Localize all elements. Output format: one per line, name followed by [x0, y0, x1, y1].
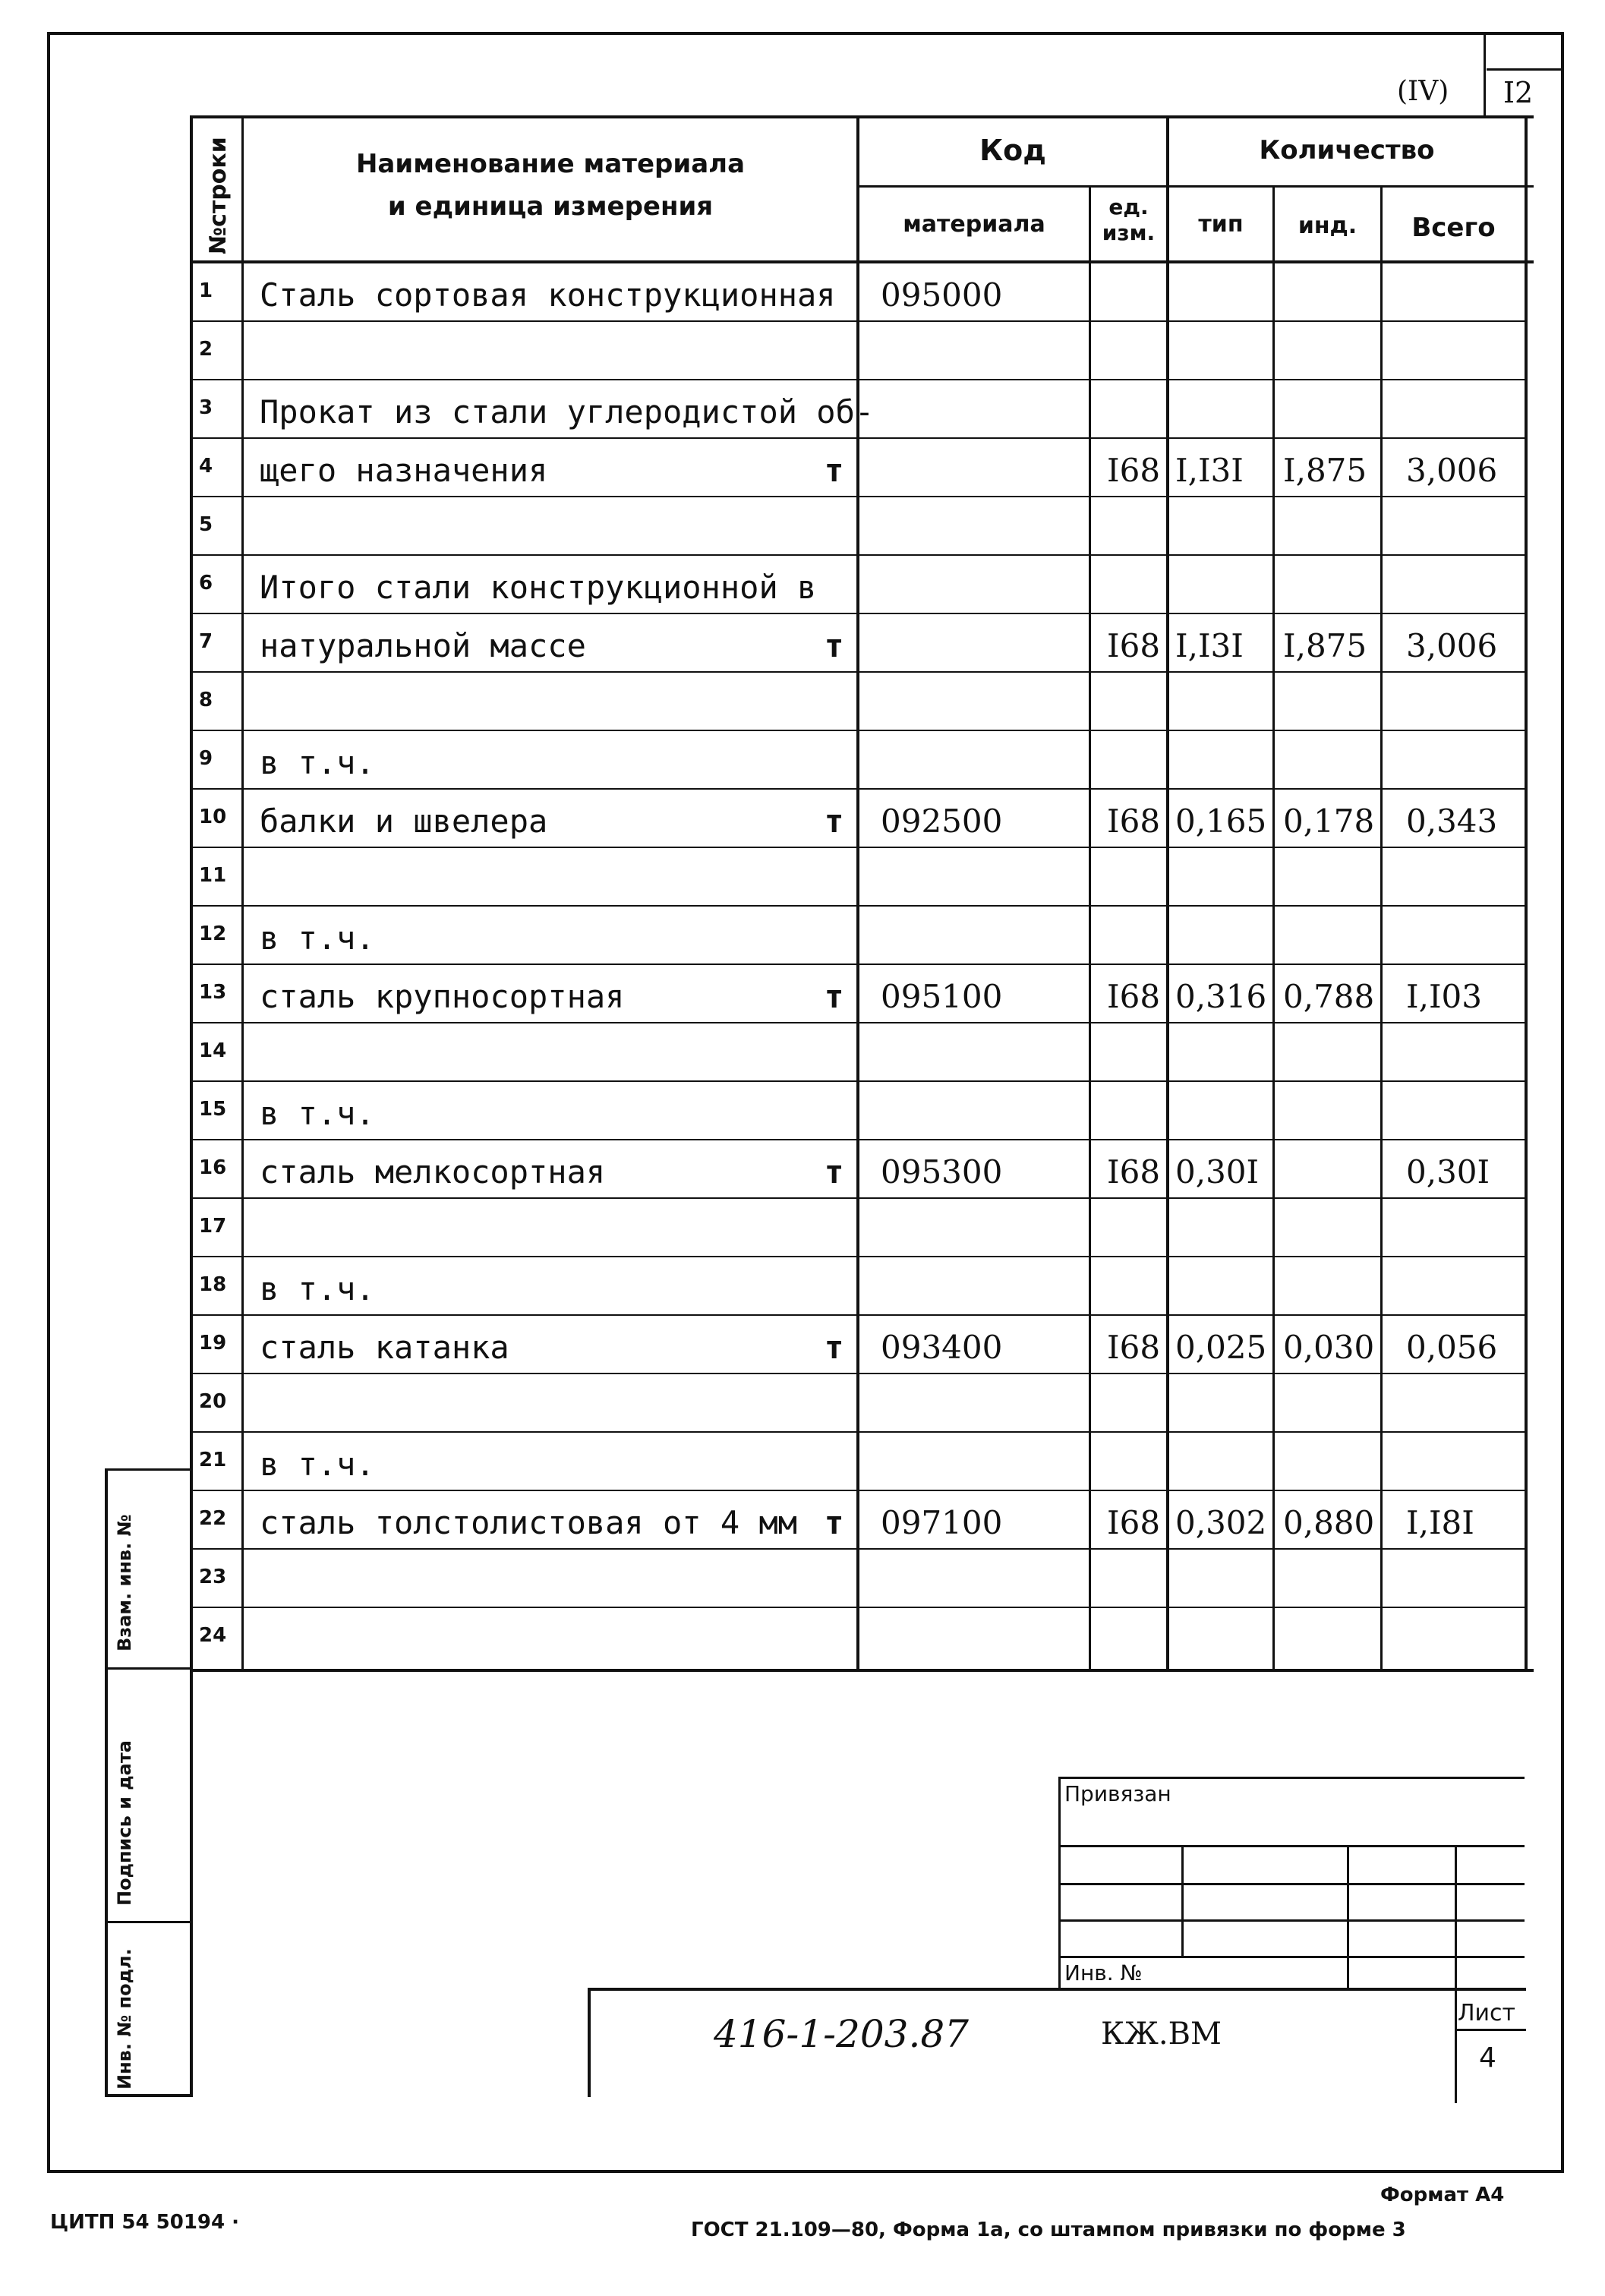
- unit-code: I68: [1107, 452, 1161, 489]
- material-name: сталь крупносортная: [260, 978, 625, 1015]
- qty-ind: I,875: [1283, 452, 1367, 489]
- sheet-code: (IV): [1397, 76, 1449, 107]
- type-header: тип: [1198, 211, 1244, 238]
- unit-letter: т: [825, 1153, 844, 1191]
- unit-header-line2: изм.: [1102, 220, 1156, 245]
- row-number: 24: [199, 1624, 227, 1647]
- row-number: 21: [199, 1449, 227, 1471]
- row-number: 16: [199, 1156, 227, 1179]
- qty-type: 0,302: [1175, 1504, 1267, 1541]
- unit-letter: т: [825, 627, 844, 664]
- ind-header: инд.: [1298, 213, 1357, 239]
- footer-left: ЦИТП 54 50194 ·: [50, 2211, 240, 2234]
- row-number: 15: [199, 1098, 227, 1121]
- row-number: 9: [199, 747, 213, 770]
- material-name: Сталь сортовая конструкционная: [260, 276, 836, 314]
- row-number: 5: [199, 513, 213, 536]
- row-number: 18: [199, 1273, 227, 1296]
- material-name: в т.ч.: [260, 919, 375, 957]
- material-code: 095300: [881, 1153, 1003, 1191]
- qty-total: I,I8I: [1406, 1504, 1474, 1541]
- material-name: сталь толстолистовая от 4 мм: [260, 1504, 798, 1541]
- material-name: Итого стали конструкционной в: [260, 569, 817, 606]
- signature-date-label: Подпись и дата: [114, 1740, 135, 1906]
- row-number: 8: [199, 689, 213, 711]
- row-number: 2: [199, 338, 213, 361]
- row-number: 23: [199, 1566, 227, 1588]
- row-number: 22: [199, 1507, 227, 1530]
- qty-ind: 0,178: [1283, 803, 1375, 840]
- name-header-line1: Наименование материала: [355, 149, 746, 179]
- qty-ind: I,875: [1283, 627, 1367, 664]
- qty-type: I,I3I: [1175, 452, 1244, 489]
- material-name: балки и швелера: [260, 803, 548, 840]
- unit-letter: т: [825, 1329, 844, 1366]
- qty-type: 0,165: [1175, 803, 1267, 840]
- unit-header-line1: ед.: [1108, 194, 1149, 219]
- quantity-header: Количество: [1259, 135, 1435, 166]
- unit-code: I68: [1107, 1329, 1161, 1366]
- linked-label: Привязан: [1064, 1781, 1171, 1806]
- code-header: Код: [979, 134, 1046, 167]
- name-header-line2: и единица измерения: [387, 191, 714, 222]
- unit-letter: т: [825, 1504, 844, 1541]
- row-number: 12: [199, 922, 227, 945]
- unit-code: I68: [1107, 978, 1161, 1015]
- unit-letter: т: [825, 452, 844, 489]
- row-number: 20: [199, 1390, 227, 1413]
- row-number: 4: [199, 455, 213, 478]
- footer-gost: ГОСТ 21.109—80, Форма 1а, со штампом привязки по форме 3: [691, 2219, 1406, 2241]
- row-number: 19: [199, 1332, 227, 1355]
- footer-format: Формат А4: [1380, 2184, 1505, 2206]
- row-number: 11: [199, 864, 227, 887]
- unit-letter: т: [825, 978, 844, 1015]
- unit-code: I68: [1107, 1504, 1161, 1541]
- qty-type: 0,025: [1175, 1329, 1267, 1366]
- total-header: Всего: [1411, 213, 1496, 243]
- material-name: Прокат из стали углеродистой об-: [260, 393, 875, 430]
- qty-ind: 0,788: [1283, 978, 1375, 1015]
- document-code: КЖ.ВМ: [1101, 2017, 1222, 2052]
- row-number: 6: [199, 572, 213, 594]
- material-code-header: материала: [903, 211, 1045, 238]
- inv-number-label: Инв. №: [1064, 1960, 1143, 1985]
- row-number-header: №строки: [205, 137, 232, 254]
- material-code: 097100: [881, 1504, 1003, 1541]
- original-inv-label: Инв. № подл.: [114, 1948, 135, 2089]
- material-name: сталь катанка: [260, 1329, 509, 1366]
- unit-code: I68: [1107, 803, 1161, 840]
- material-name: в т.ч.: [260, 1270, 375, 1307]
- row-number: 13: [199, 981, 227, 1004]
- material-name: сталь мелкосортная: [260, 1153, 606, 1191]
- sheet-number: I2: [1503, 76, 1534, 109]
- qty-total: 3,006: [1406, 627, 1498, 664]
- qty-type: 0,316: [1175, 978, 1267, 1015]
- material-name: натуральной массе: [260, 627, 586, 664]
- qty-ind: 0,880: [1283, 1504, 1375, 1541]
- qty-type: 0,30I: [1175, 1153, 1260, 1191]
- qty-total: 3,006: [1406, 452, 1498, 489]
- replacement-inv-label: Взам. инв. №: [114, 1514, 135, 1651]
- row-number: 7: [199, 630, 213, 653]
- qty-total: 0,30I: [1406, 1153, 1490, 1191]
- material-name: в т.ч.: [260, 1095, 375, 1132]
- sheet-label: Лист: [1458, 2000, 1516, 2026]
- unit-code: I68: [1107, 627, 1161, 664]
- qty-total: I,I03: [1406, 978, 1482, 1015]
- material-code: 095000: [881, 276, 1003, 314]
- material-code: 092500: [881, 803, 1003, 840]
- row-number: 10: [199, 806, 227, 828]
- row-number: 1: [199, 279, 213, 302]
- unit-code: I68: [1107, 1153, 1161, 1191]
- unit-letter: т: [825, 803, 844, 840]
- sheet-value: 4: [1479, 2042, 1496, 2074]
- row-number: 14: [199, 1039, 227, 1062]
- qty-total: 0,343: [1406, 803, 1498, 840]
- material-code: 095100: [881, 978, 1003, 1015]
- qty-ind: 0,030: [1283, 1329, 1375, 1366]
- qty-type: I,I3I: [1175, 627, 1244, 664]
- material-name: щего назначения: [260, 452, 548, 489]
- material-name: в т.ч.: [260, 744, 375, 781]
- row-number: 3: [199, 396, 213, 419]
- qty-total: 0,056: [1406, 1329, 1498, 1366]
- document-number: 416-1-203.87: [714, 2012, 969, 2056]
- material-code: 093400: [881, 1329, 1003, 1366]
- row-number: 17: [199, 1215, 227, 1238]
- material-name: в т.ч.: [260, 1446, 375, 1483]
